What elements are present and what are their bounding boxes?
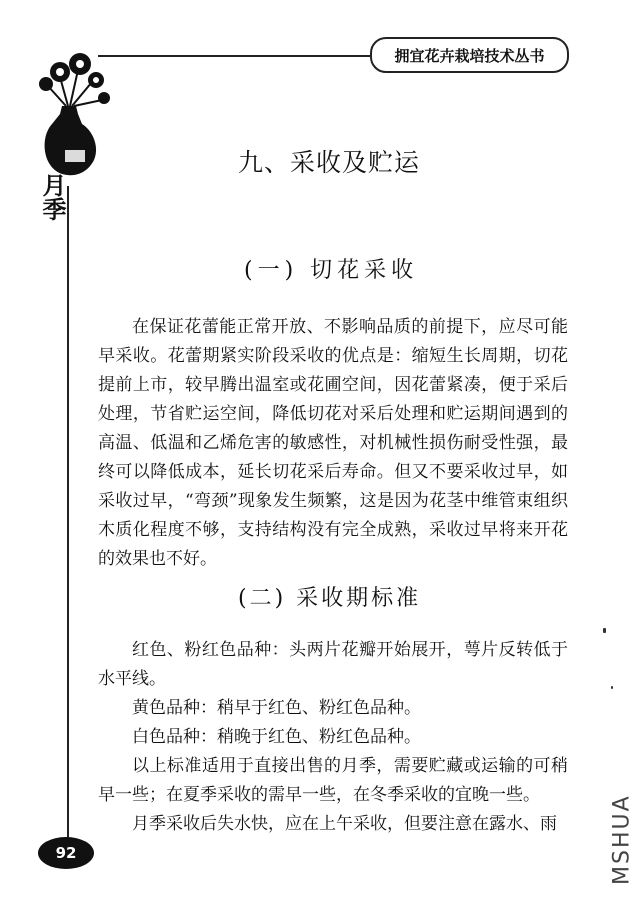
scan-speck	[611, 686, 613, 689]
page-number: 92	[38, 837, 94, 869]
paragraph: 在保证花蕾能正常开放、不影响品质的前提下，应尽可能早采收。花蕾期紧实阶段采收的优点是：缩短生长周期，切花提前上市，较早腾出温室或花圃空间，因花蕾紧凑，便于采后处理，节省贮运空间，降低切花对采后处理和贮运期间遇到的高温、低温和乙烯危害的敏感性，对机械性损伤耐受性强，最终可以降低成本，延长切花采后寿命。但又不要采收过早，如采收过早，“弯颈”现象发生频繁，这是因为花茎中维管束组织木质化程度不够，支持结构没有完全成熟，采收过早将来开花的效果也不好。	[98, 317, 568, 569]
paragraph: 红色、粉红色品种：头两片花瓣开始展开，萼片反转低于水平线。	[98, 640, 568, 689]
margin-rule	[67, 186, 69, 846]
scan-speck	[603, 628, 606, 633]
flower-vase-icon	[30, 42, 120, 182]
paragraph: 月季采收后失水快，应在上午采收，但要注意在露水、雨	[132, 814, 557, 834]
section-2-body	[98, 636, 568, 839]
header-rule	[98, 55, 373, 57]
section-heading-2: (二) 采收期标准	[238, 586, 422, 611]
watermark: MSHUA	[609, 794, 635, 886]
paragraph: 白色品种：稍晚于红色、粉红色品种。	[132, 727, 421, 747]
paragraph: 以上标准适用于直接出售的月季，需要贮藏或运输的可稍早一些；在夏季采收的需早一些，在冬季采收的宜晚一些。	[98, 756, 568, 805]
chapter-title: 九、采收及贮运	[238, 148, 421, 177]
section-tag: 月季	[38, 173, 67, 221]
section-heading-1: (一) 切花采收	[244, 258, 419, 283]
series-title-badge: 拥宜花卉栽培技术丛书	[370, 37, 569, 73]
section-1-body	[98, 313, 568, 574]
paragraph: 黄色品种：稍早于红色、粉红色品种。	[132, 698, 421, 718]
